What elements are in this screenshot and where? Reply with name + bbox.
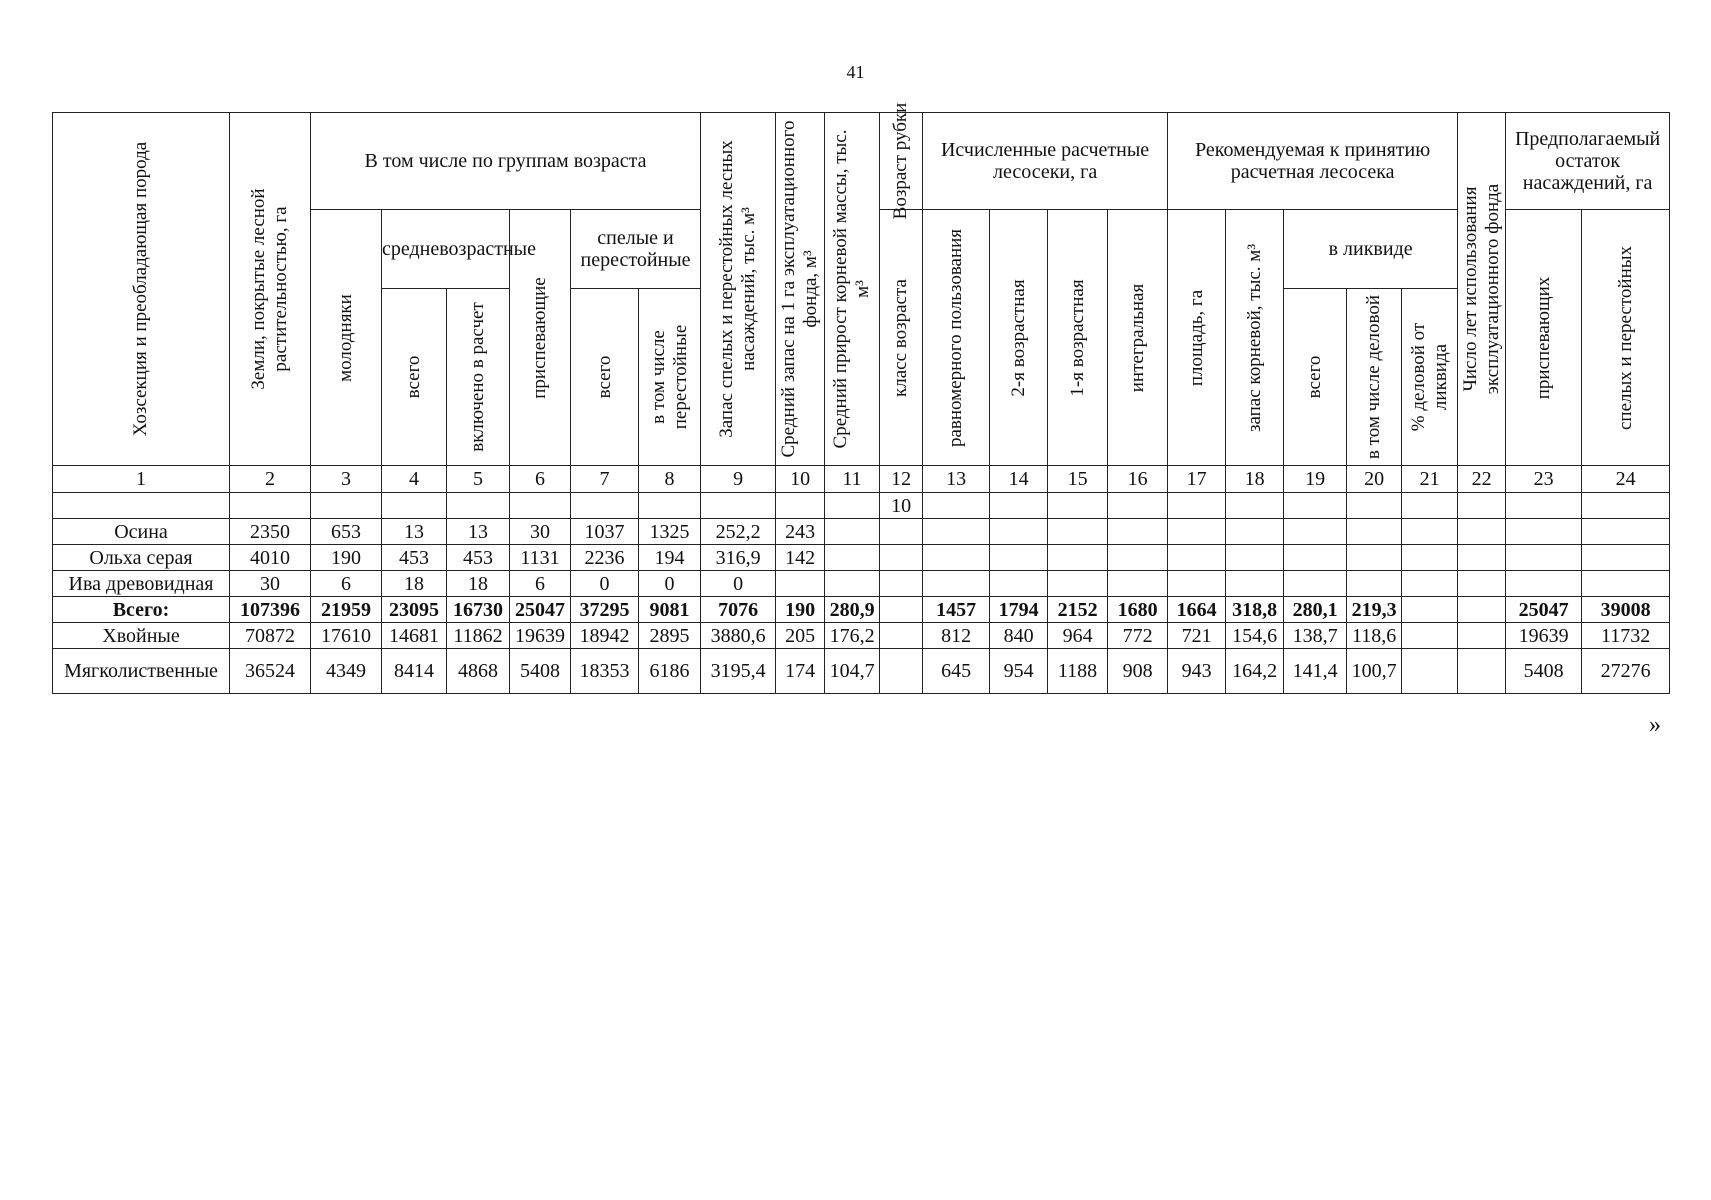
header-mature: спелые и перестойные <box>571 210 701 289</box>
header-felling-age: Возраст рубки <box>880 113 923 210</box>
table-cell: 219,3 <box>1347 597 1402 623</box>
table-cell: 2152 <box>1048 597 1108 623</box>
table-cell: 27276 <box>1582 649 1670 694</box>
table-cell <box>1458 597 1506 623</box>
table-cell: 5408 <box>510 649 571 694</box>
table-cell: 13 <box>382 519 447 545</box>
header-forest-land: Земли, покрытые лесной растительностью, га <box>230 113 311 466</box>
table-cell: 280,1 <box>1284 597 1347 623</box>
table-cell: 4868 <box>447 649 510 694</box>
table-cell: 908 <box>1108 649 1168 694</box>
table-cell <box>1402 649 1458 694</box>
table-cell: 280,9 <box>825 597 880 623</box>
table-cell: 645 <box>923 649 990 694</box>
table-cell <box>701 493 776 519</box>
table-cell <box>1226 519 1284 545</box>
row-label: Ива древовидная <box>53 571 230 597</box>
table-cell: 154,6 <box>1226 623 1284 649</box>
table-row <box>53 493 1670 519</box>
header-avg-stock: Средний запас на 1 га эксплуатационного фонда, м³ <box>776 113 825 466</box>
table-row <box>53 597 1670 623</box>
header-uniform: равномерного пользования <box>923 210 990 466</box>
header-region: Хозсекция и преобладающая порода <box>53 113 230 466</box>
column-number: 15 <box>1048 466 1108 493</box>
row-label: Осина <box>53 519 230 545</box>
table-cell <box>990 545 1048 571</box>
column-number: 11 <box>825 466 880 493</box>
column-number: 18 <box>1226 466 1284 493</box>
table-cell <box>880 597 923 623</box>
table-cell <box>1582 493 1670 519</box>
column-number: 3 <box>311 466 382 493</box>
table-cell: 2236 <box>571 545 639 571</box>
table-cell <box>1402 545 1458 571</box>
row-label: Всего: <box>53 597 230 623</box>
forest-fund-table <box>52 102 1670 694</box>
table-row <box>53 571 1670 597</box>
table-cell <box>990 571 1048 597</box>
table-cell: 205 <box>776 623 825 649</box>
header-stock-mature: Запас спелых и перестойных лесных насаждений, тыс. м³ <box>701 113 776 466</box>
table-cell <box>1108 493 1168 519</box>
table-cell <box>1048 519 1108 545</box>
column-number: 24 <box>1582 466 1670 493</box>
table-cell: 653 <box>311 519 382 545</box>
table-cell: 2350 <box>230 519 311 545</box>
table-cell <box>1108 545 1168 571</box>
row-label: Мягколиственные <box>53 649 230 694</box>
table-cell: 25047 <box>510 597 571 623</box>
table-cell <box>447 493 510 519</box>
table-row <box>53 623 1670 649</box>
column-number: 2 <box>230 466 311 493</box>
table-cell: 812 <box>923 623 990 649</box>
table-cell <box>1582 519 1670 545</box>
column-number: 23 <box>1506 466 1582 493</box>
header-mature-over: в том числе перестойные <box>639 289 701 466</box>
column-number: 12 <box>880 466 923 493</box>
table-cell: 721 <box>1168 623 1226 649</box>
column-number: 20 <box>1347 466 1402 493</box>
table-cell: 5408 <box>1506 649 1582 694</box>
table-cell <box>1048 545 1108 571</box>
table-cell: 10 <box>880 493 923 519</box>
header-liquid-all: всего <box>1284 289 1347 466</box>
header-remaining-maturing: приспевающих <box>1506 210 1582 466</box>
column-number: 13 <box>923 466 990 493</box>
table-cell: 772 <box>1108 623 1168 649</box>
table-cell <box>1506 519 1582 545</box>
table-cell <box>1506 493 1582 519</box>
table-cell <box>311 493 382 519</box>
table-cell: 1664 <box>1168 597 1226 623</box>
table-cell: 11862 <box>447 623 510 649</box>
table-cell: 141,4 <box>1284 649 1347 694</box>
header-maturing: приспевающие <box>510 210 571 466</box>
table-cell: 1680 <box>1108 597 1168 623</box>
table-cell <box>1402 519 1458 545</box>
table-cell <box>923 571 990 597</box>
table-cell <box>1402 493 1458 519</box>
table-cell: 23095 <box>382 597 447 623</box>
table-cell: 107396 <box>230 597 311 623</box>
table-cell <box>230 493 311 519</box>
table-row <box>53 649 1670 694</box>
header-middle-included: включено в расчет <box>447 289 510 466</box>
header-calculated: Исчисленные расчетные лесосеки, га <box>923 113 1168 210</box>
table-cell <box>1168 493 1226 519</box>
table-cell: 13 <box>447 519 510 545</box>
table-cell <box>825 571 880 597</box>
header-row-1 <box>53 113 1670 210</box>
table-cell: 3880,6 <box>701 623 776 649</box>
header-mature-all: всего <box>571 289 639 466</box>
table-cell: 36524 <box>230 649 311 694</box>
table-cell <box>1048 571 1108 597</box>
table-cell: 954 <box>990 649 1048 694</box>
table-cell <box>1284 545 1347 571</box>
table-cell <box>1284 571 1347 597</box>
header-middle-aged: средневозрастные <box>382 210 510 289</box>
table-cell <box>1402 623 1458 649</box>
column-number: 21 <box>1402 466 1458 493</box>
table-cell <box>382 493 447 519</box>
table-cell <box>1226 545 1284 571</box>
header-age-groups: В том числе по группам возраста <box>311 113 701 210</box>
table-cell: 0 <box>571 571 639 597</box>
column-number: 7 <box>571 466 639 493</box>
table-cell: 0 <box>701 571 776 597</box>
table-cell <box>1226 571 1284 597</box>
column-number: 1 <box>53 466 230 493</box>
header-remaining: Предполагаемый остаток насаждений, га <box>1506 113 1670 210</box>
table-cell <box>1458 493 1506 519</box>
table-cell <box>776 571 825 597</box>
table-cell <box>880 571 923 597</box>
table-cell <box>1458 649 1506 694</box>
page-number: 41 <box>846 62 865 82</box>
row-label: Хвойные <box>53 623 230 649</box>
column-number: 6 <box>510 466 571 493</box>
header-remaining-mature: спелых и перестойных <box>1582 210 1670 466</box>
table-cell <box>776 493 825 519</box>
table-cell: 19639 <box>510 623 571 649</box>
header-area: площадь, га <box>1168 210 1226 466</box>
table-cell: 118,6 <box>1347 623 1402 649</box>
table-cell: 9081 <box>639 597 701 623</box>
header-business-pct: % деловой от ликвида <box>1402 289 1458 466</box>
table-cell <box>1582 571 1670 597</box>
table-cell: 3195,4 <box>701 649 776 694</box>
table-cell <box>639 493 701 519</box>
table-cell: 840 <box>990 623 1048 649</box>
row-label <box>53 493 230 519</box>
table-cell: 176,2 <box>825 623 880 649</box>
table-cell <box>1284 519 1347 545</box>
table-cell: 11732 <box>1582 623 1670 649</box>
closing-quote: » <box>1649 712 1661 738</box>
table-cell: 4010 <box>230 545 311 571</box>
column-number: 17 <box>1168 466 1226 493</box>
table-cell: 142 <box>776 545 825 571</box>
table-cell: 1188 <box>1048 649 1108 694</box>
table-cell: 318,8 <box>1226 597 1284 623</box>
table-cell <box>880 623 923 649</box>
table-cell: 7076 <box>701 597 776 623</box>
table-cell: 14681 <box>382 623 447 649</box>
table-cell: 21959 <box>311 597 382 623</box>
table-cell <box>1458 571 1506 597</box>
header-age-class: класс возраста <box>880 210 923 466</box>
column-number: 5 <box>447 466 510 493</box>
table-cell <box>1347 519 1402 545</box>
table-cell <box>1168 545 1226 571</box>
table-cell <box>1284 493 1347 519</box>
column-number: 16 <box>1108 466 1168 493</box>
header-root-stock: запас корневой, тыс. м³ <box>1226 210 1284 466</box>
table-cell: 316,9 <box>701 545 776 571</box>
table-cell <box>1506 545 1582 571</box>
table-cell <box>1347 545 1402 571</box>
table-cell <box>1347 571 1402 597</box>
header-young: молодняки <box>311 210 382 466</box>
column-number: 9 <box>701 466 776 493</box>
table-cell: 100,7 <box>1347 649 1402 694</box>
table-cell: 18942 <box>571 623 639 649</box>
header-integral: интегральная <box>1108 210 1168 466</box>
table-cell <box>1108 571 1168 597</box>
table-cell: 6 <box>311 571 382 597</box>
table-cell <box>1458 623 1506 649</box>
table-cell <box>923 519 990 545</box>
table-cell <box>1582 545 1670 571</box>
table-cell: 4349 <box>311 649 382 694</box>
table-cell <box>1458 545 1506 571</box>
column-number: 4 <box>382 466 447 493</box>
table-cell: 252,2 <box>701 519 776 545</box>
table-cell: 18 <box>447 571 510 597</box>
table-cell: 190 <box>776 597 825 623</box>
table-cell <box>1402 571 1458 597</box>
table-cell: 190 <box>311 545 382 571</box>
table-cell <box>1168 571 1226 597</box>
table-cell: 18353 <box>571 649 639 694</box>
table-cell: 194 <box>639 545 701 571</box>
header-avg-growth: Средний прирост корневой массы, тыс. м³ <box>825 113 880 466</box>
header-first-age: 1-я возрастная <box>1048 210 1108 466</box>
table-cell: 39008 <box>1582 597 1670 623</box>
table-cell <box>923 493 990 519</box>
table-cell <box>1347 493 1402 519</box>
header-second-age: 2-я возрастная <box>990 210 1048 466</box>
table-cell: 6 <box>510 571 571 597</box>
table-cell: 0 <box>639 571 701 597</box>
header-years-use: Число лет использования эксплуатационного фонда <box>1458 113 1506 466</box>
table-cell <box>990 493 1048 519</box>
table-cell: 18 <box>382 571 447 597</box>
table-cell: 19639 <box>1506 623 1582 649</box>
table-cell: 8414 <box>382 649 447 694</box>
table-row <box>53 519 1670 545</box>
header-liquid: в ликвиде <box>1284 210 1458 289</box>
table-cell: 17610 <box>311 623 382 649</box>
table-cell <box>1506 571 1582 597</box>
table-cell <box>1048 493 1108 519</box>
table-cell: 164,2 <box>1226 649 1284 694</box>
table-cell: 2895 <box>639 623 701 649</box>
table-cell: 453 <box>382 545 447 571</box>
header-liquid-business: в том числе деловой <box>1347 289 1402 466</box>
table-cell: 6186 <box>639 649 701 694</box>
column-number: 19 <box>1284 466 1347 493</box>
column-number: 14 <box>990 466 1048 493</box>
table-cell: 1131 <box>510 545 571 571</box>
table-cell: 453 <box>447 545 510 571</box>
forest-table-wrap <box>52 102 1670 694</box>
column-number-row <box>53 466 1670 493</box>
table-cell <box>571 493 639 519</box>
table-cell: 30 <box>230 571 311 597</box>
table-cell <box>510 493 571 519</box>
column-number: 8 <box>639 466 701 493</box>
table-cell <box>1402 597 1458 623</box>
table-cell: 1794 <box>990 597 1048 623</box>
table-cell: 16730 <box>447 597 510 623</box>
column-number: 10 <box>776 466 825 493</box>
table-row <box>53 545 1670 571</box>
table-cell: 25047 <box>1506 597 1582 623</box>
table-cell <box>880 545 923 571</box>
table-cell: 964 <box>1048 623 1108 649</box>
table-body <box>53 493 1670 694</box>
table-cell: 174 <box>776 649 825 694</box>
table-cell <box>825 493 880 519</box>
table-cell: 1457 <box>923 597 990 623</box>
row-label: Ольха серая <box>53 545 230 571</box>
table-cell <box>880 649 923 694</box>
table-cell <box>825 545 880 571</box>
table-cell: 104,7 <box>825 649 880 694</box>
table-cell <box>1458 519 1506 545</box>
header-middle-all: всего <box>382 289 447 466</box>
table-cell: 1037 <box>571 519 639 545</box>
table-cell: 943 <box>1168 649 1226 694</box>
table-cell: 70872 <box>230 623 311 649</box>
table-cell <box>1226 493 1284 519</box>
table-cell <box>825 519 880 545</box>
table-cell <box>1168 519 1226 545</box>
table-cell <box>1108 519 1168 545</box>
table-cell: 243 <box>776 519 825 545</box>
table-cell <box>880 519 923 545</box>
table-cell: 37295 <box>571 597 639 623</box>
table-cell <box>923 545 990 571</box>
table-cell: 30 <box>510 519 571 545</box>
column-number: 22 <box>1458 466 1506 493</box>
table-cell: 1325 <box>639 519 701 545</box>
table-cell <box>990 519 1048 545</box>
header-recommended: Рекомендуемая к принятию расчетная лесосека <box>1168 113 1458 210</box>
table-cell: 138,7 <box>1284 623 1347 649</box>
